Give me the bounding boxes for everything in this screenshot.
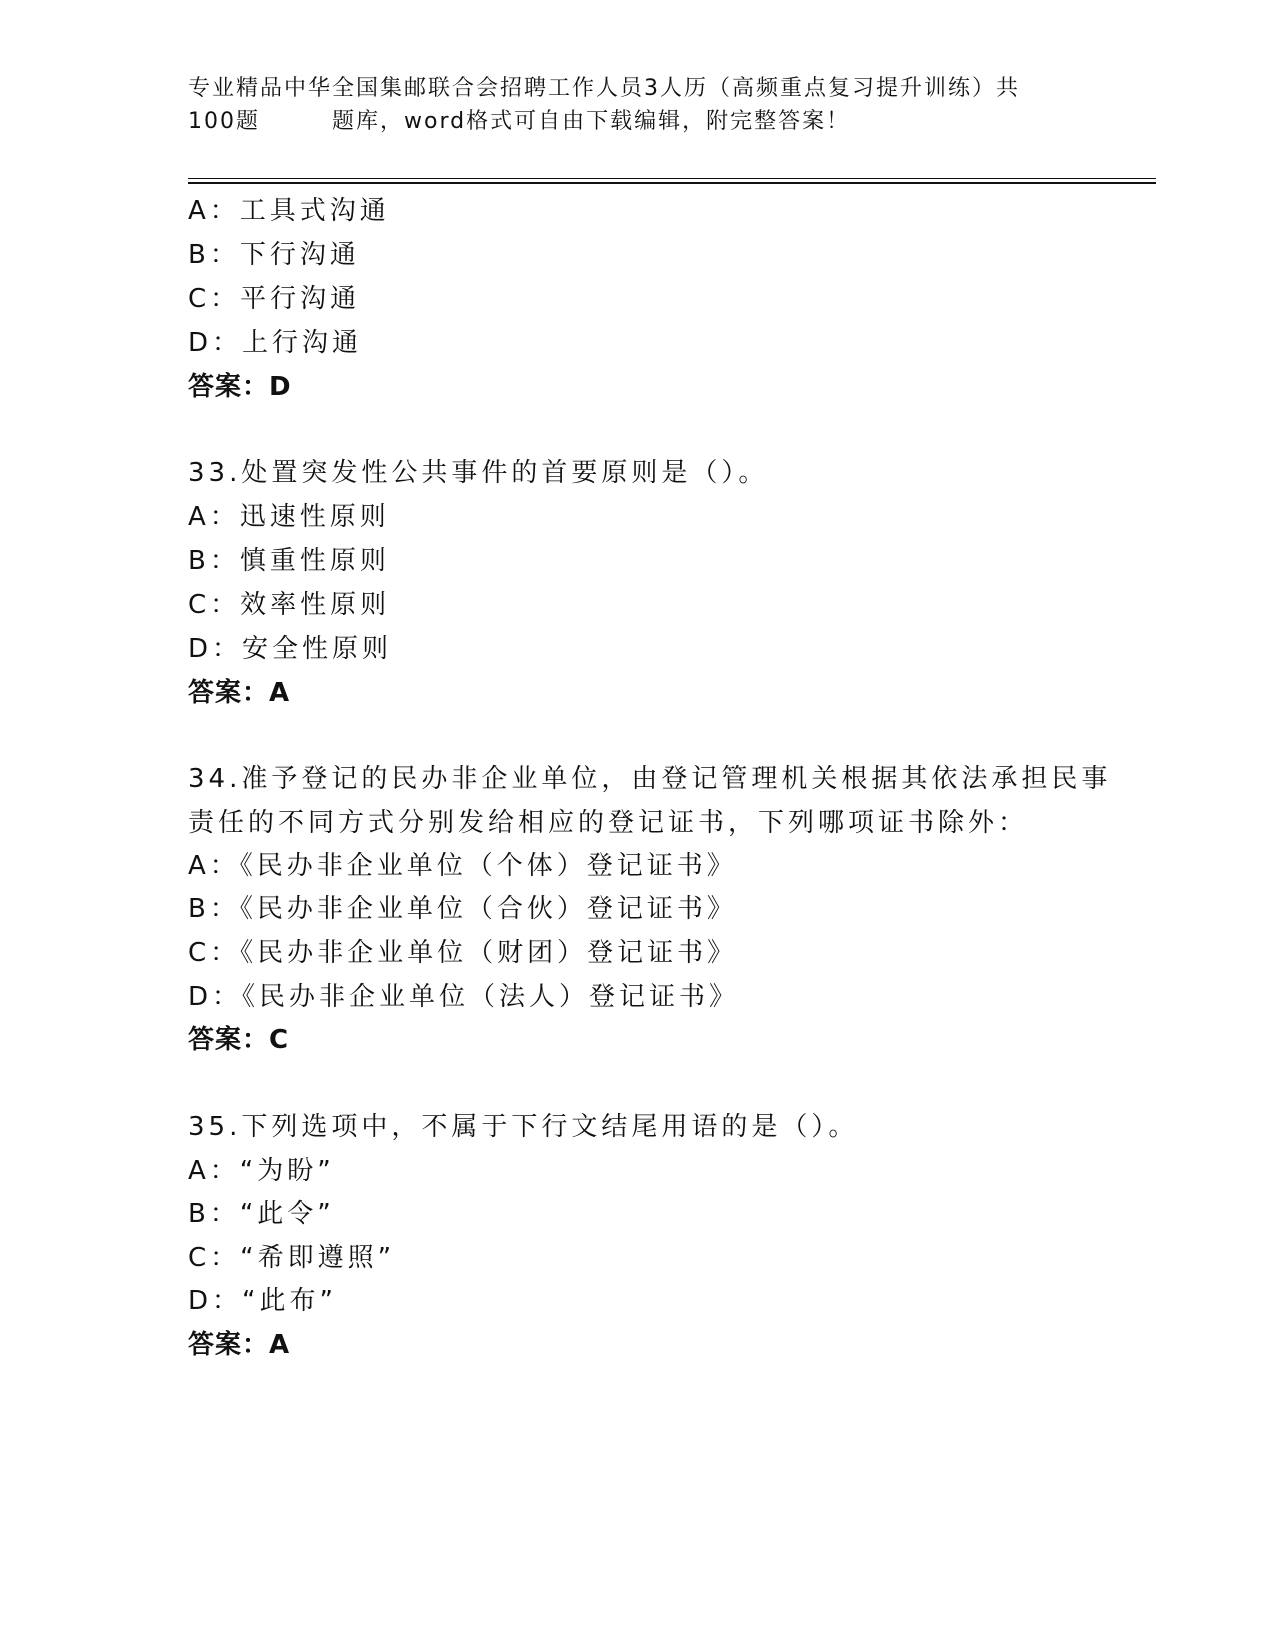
q35-answer: 答案：A [188,1330,291,1360]
q34-option-d: D：《民办非企业单位（法人）登记证书》 [188,982,740,1012]
q35-option-a: A：“为盼” [188,1156,335,1186]
q33-option-c: C：效率性原则 [188,590,391,620]
q34-stem-line-1: 34.准予登记的民办非企业单位，由登记管理机关根据其依法承担民事 [188,764,1112,794]
q33-stem: 33.处置突发性公共事件的首要原则是（）。 [188,458,769,488]
q35-option-d: D：“此布” [188,1286,337,1316]
q33-option-d: D：安全性原则 [188,634,393,664]
header-question-count: 100题 [188,109,260,134]
q32-option-b: B：下行沟通 [188,240,360,270]
q34-stem-line-2: 责任的不同方式分别发给相应的登记证书，下列哪项证书除外： [188,808,1029,838]
header-divider-thick [188,182,1156,184]
q34-answer: 答案：C [188,1025,290,1055]
q34-option-c: C：《民办非企业单位（财团）登记证书》 [188,938,738,968]
q33-option-a: A：迅速性原则 [188,502,390,532]
q35-stem: 35.下列选项中，不属于下行文结尾用语的是（）。 [188,1112,859,1142]
q32-option-c: C：平行沟通 [188,284,361,314]
q35-option-c: C：“希即遵照” [188,1243,396,1273]
q35-option-b: B：“此令” [188,1199,335,1229]
header-title-line-1: 专业精品中华全国集邮联合会招聘工作人员3人历（高频重点复习提升训练）共 [188,76,1020,101]
header-divider-thin [188,178,1156,179]
q32-option-d: D：上行沟通 [188,328,363,358]
q33-answer: 答案：A [188,678,291,708]
q32-option-a: A：工具式沟通 [188,196,390,226]
q33-option-b: B：慎重性原则 [188,546,390,576]
q34-option-b: B：《民办非企业单位（合伙）登记证书》 [188,894,737,924]
header-subtitle: 题库，word格式可自由下载编辑，附完整答案！ [332,109,851,134]
q34-option-a: A：《民办非企业单位（个体）登记证书》 [188,851,737,881]
q32-answer: 答案：D [188,372,292,402]
header-title-line-2 [188,105,1088,138]
document-header [188,72,1088,138]
